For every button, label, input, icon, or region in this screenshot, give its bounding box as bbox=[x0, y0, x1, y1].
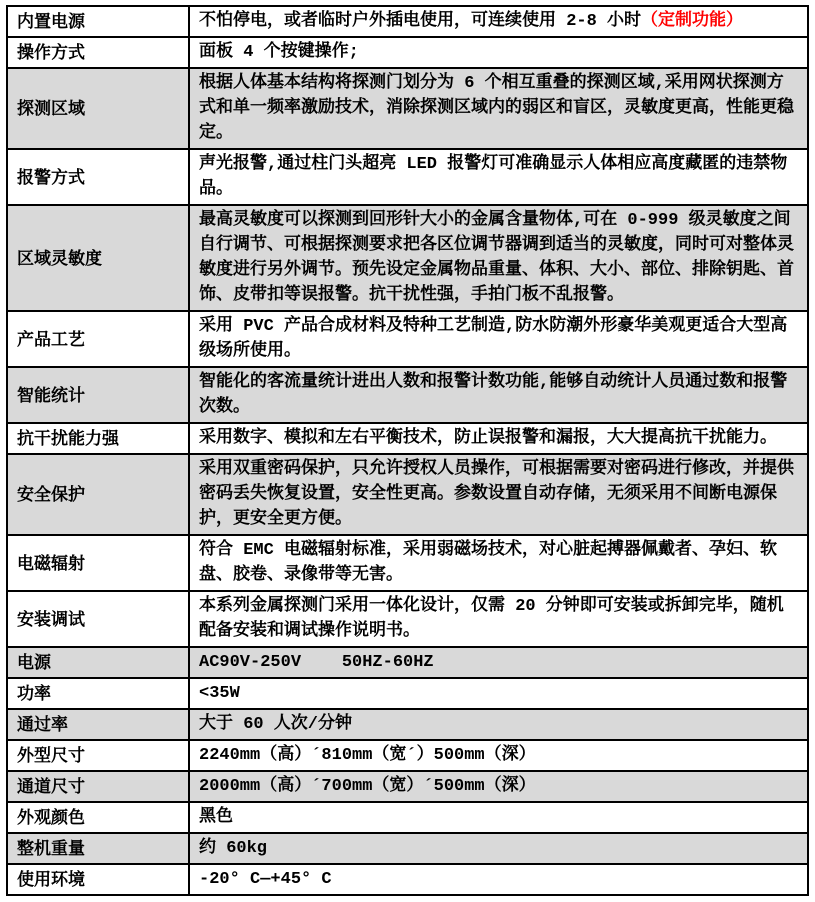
table-row bbox=[7, 591, 808, 647]
table-row bbox=[7, 149, 808, 205]
spec-label-cell: 智能统计 bbox=[7, 367, 189, 423]
spec-label-cell: 功率 bbox=[7, 678, 189, 709]
spec-value-cell bbox=[189, 833, 808, 864]
table-row bbox=[7, 535, 808, 591]
spec-value-text: 2000mm（高）´700mm（宽）´500mm（深） bbox=[199, 777, 536, 796]
spec-value-cell bbox=[189, 591, 808, 647]
table-row bbox=[7, 68, 808, 149]
spec-value-cell bbox=[189, 647, 808, 678]
spec-value-cell bbox=[189, 205, 808, 311]
spec-value-cell bbox=[189, 678, 808, 709]
spec-value-text: 采用 PVC 产品合成材料及特种工艺制造,防水防潮外形豪华美观更适合大型高级场所使用。 bbox=[199, 317, 788, 361]
table-row bbox=[7, 311, 808, 367]
table-row bbox=[7, 771, 808, 802]
spec-value-cell bbox=[189, 367, 808, 423]
spec-value-cell bbox=[189, 864, 808, 895]
spec-value-cell bbox=[189, 535, 808, 591]
spec-value-text: 符合 EMC 电磁辐射标准，采用弱磁场技术，对心脏起搏器佩戴者、孕妇、软盘、胶卷、录像带等无害。 bbox=[199, 541, 778, 585]
table-row bbox=[7, 864, 808, 895]
spec-value-text: 约 60kg bbox=[199, 839, 268, 858]
spec-value-text: 智能化的客流量统计进出人数和报警计数功能,能够自动统计人员通过数和报警次数。 bbox=[199, 373, 788, 417]
spec-value-text: 采用数字、模拟和左右平衡技术，防止误报警和漏报，大大提高抗干扰能力。 bbox=[199, 429, 777, 448]
spec-value-text: 不怕停电，或者临时户外插电使用，可连续使用 2-8 小时 bbox=[199, 12, 642, 31]
table-row bbox=[7, 423, 808, 454]
spec-label-cell: 电源 bbox=[7, 647, 189, 678]
table-row bbox=[7, 802, 808, 833]
table-row bbox=[7, 678, 808, 709]
spec-value-text: 本系列金属探测门采用一体化设计，仅需 20 分钟即可安装或拆卸完毕，随机配备安装和调试操作说明书。 bbox=[199, 597, 784, 641]
spec-value-cell bbox=[189, 740, 808, 771]
spec-label-cell: 外观颜色 bbox=[7, 802, 189, 833]
spec-label-cell: 通过率 bbox=[7, 709, 189, 740]
table-row bbox=[7, 37, 808, 68]
spec-value-cell bbox=[189, 802, 808, 833]
spec-value-text: <35W bbox=[199, 684, 240, 703]
table-row bbox=[7, 740, 808, 771]
spec-label-cell: 内置电源 bbox=[7, 6, 189, 37]
spec-label-cell: 通道尺寸 bbox=[7, 771, 189, 802]
spec-value-cell bbox=[189, 771, 808, 802]
spec-value-text: 面板 4 个按键操作; bbox=[199, 43, 359, 62]
spec-label-cell: 安装调试 bbox=[7, 591, 189, 647]
spec-label-cell: 电磁辐射 bbox=[7, 535, 189, 591]
spec-value-text: -20° C—+45° C bbox=[199, 870, 332, 889]
spec-value-text: 最高灵敏度可以探测到回形针大小的金属含量物体,可在 0-999 级灵敏度之间自行调节、可根据探测要求把各区位调节器调到适当的灵敏度，同时可对整体灵敏度进行另外调节。预先设定金属物品重量、体积、大小、部位、排除钥匙、首饰、皮带扣等误报警。抗干扰性强，手拍门板不乱报警。 bbox=[199, 211, 794, 305]
spec-label-cell: 报警方式 bbox=[7, 149, 189, 205]
spec-value-cell bbox=[189, 454, 808, 535]
spec-value-text: 声光报警,通过柱门头超亮 LED 报警灯可准确显示人体相应高度藏匿的违禁物品。 bbox=[199, 155, 788, 199]
table-row bbox=[7, 833, 808, 864]
spec-value-text: 2240mm（高）´810mm（宽´）500mm（深） bbox=[199, 746, 536, 765]
spec-value-text: AC90V-250V 50HZ-60HZ bbox=[199, 653, 434, 672]
table-row bbox=[7, 367, 808, 423]
spec-value-cell bbox=[189, 709, 808, 740]
spec-label-cell: 探测区域 bbox=[7, 68, 189, 149]
product-spec-table bbox=[6, 5, 809, 896]
spec-value-text: 根据人体基本结构将探测门划分为 6 个相互重叠的探测区域,采用网状探测方式和单一频率激励技术，消除探测区域内的弱区和盲区，灵敏度更高，性能更稳定。 bbox=[199, 74, 794, 143]
table-row bbox=[7, 454, 808, 535]
spec-label-cell: 产品工艺 bbox=[7, 311, 189, 367]
spec-label-cell: 操作方式 bbox=[7, 37, 189, 68]
spec-label-cell: 区域灵敏度 bbox=[7, 205, 189, 311]
spec-value-cell bbox=[189, 149, 808, 205]
spec-value-text: 大于 60 人次/分钟 bbox=[199, 715, 353, 734]
table-row bbox=[7, 709, 808, 740]
spec-value-text: 采用双重密码保护，只允许授权人员操作，可根据需要对密码进行修改，并提供密码丢失恢复设置，安全性更高。参数设置自动存储，无须采用不间断电源保护，更安全更方便。 bbox=[199, 460, 794, 529]
spec-label-cell: 使用环境 bbox=[7, 864, 189, 895]
spec-label-cell: 安全保护 bbox=[7, 454, 189, 535]
spec-label-cell: 抗干扰能力强 bbox=[7, 423, 189, 454]
spec-value-cell bbox=[189, 423, 808, 454]
spec-value-cell bbox=[189, 311, 808, 367]
table-row bbox=[7, 6, 808, 37]
spec-label-cell: 整机重量 bbox=[7, 833, 189, 864]
spec-value-text: 黑色 bbox=[199, 808, 233, 827]
spec-value-cell bbox=[189, 37, 808, 68]
spec-value-cell bbox=[189, 6, 808, 37]
spec-value-cell bbox=[189, 68, 808, 149]
spec-table-body bbox=[7, 6, 808, 895]
table-row bbox=[7, 205, 808, 311]
spec-label-cell: 外型尺寸 bbox=[7, 740, 189, 771]
custom-feature-highlight: （定制功能） bbox=[641, 12, 744, 31]
table-row bbox=[7, 647, 808, 678]
